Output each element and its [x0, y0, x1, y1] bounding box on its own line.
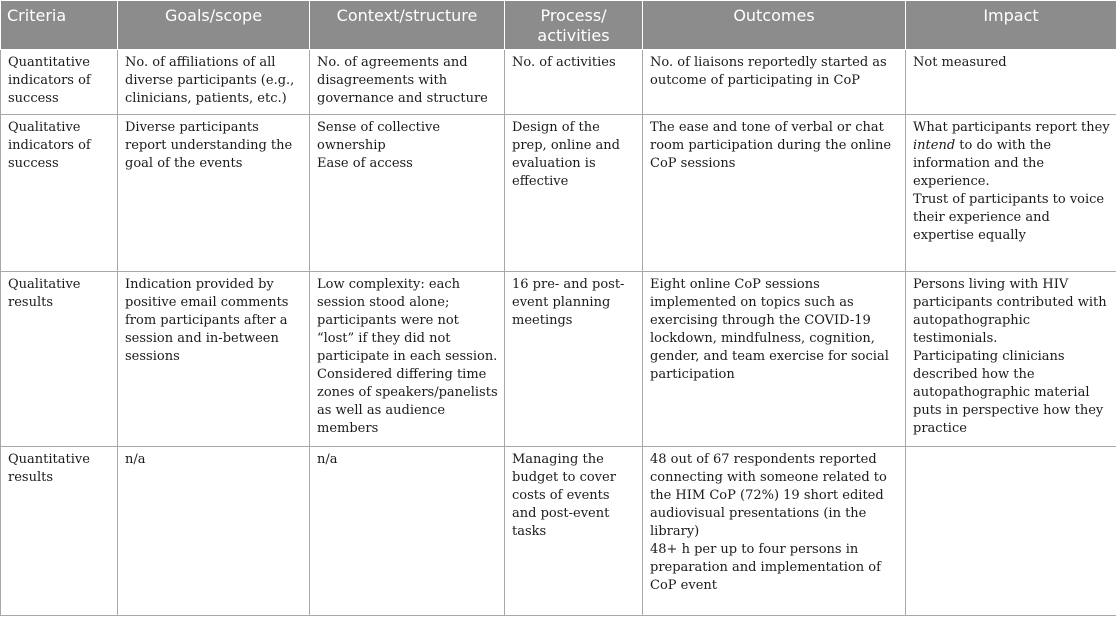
cell-text: Eight online CoP sessions implemented on topics such as exercising through the COVID-19 lockdown, mindfulness, cognition, gender, and team exercise for social participation — [650, 277, 889, 382]
cell-impact — [906, 447, 1116, 616]
cell-text: Not measured — [913, 55, 1007, 70]
cell-text: n/a — [125, 452, 146, 467]
cell-text — [913, 119, 1111, 191]
cell-outcomes — [643, 447, 906, 616]
cell-impact — [906, 272, 1116, 447]
cell-text: Trust of participants to voice their experience and expertise equally — [913, 192, 1105, 243]
header-context-structure: Context/structure — [310, 1, 505, 50]
header-criteria: Criteria — [1, 1, 118, 50]
row-criteria: Qualitative indicators of success — [1, 115, 118, 272]
cell-text: Ease of access — [317, 156, 413, 171]
cell-outcomes — [643, 50, 906, 115]
row-criteria: Quantitative results — [1, 447, 118, 616]
header-process-activities: Process/ activities — [505, 1, 643, 50]
cell-process — [505, 50, 643, 115]
cell-text: 48+ h per up to four persons in preparation and implementation of CoP event — [650, 542, 881, 593]
cell-outcomes — [643, 115, 906, 272]
cell-text-part: to do with the information and the experience. — [913, 138, 1052, 189]
header-row — [1, 1, 1116, 50]
cell-impact — [906, 50, 1116, 115]
cell-text: No. of agreements and disagreements with governance and structure — [317, 55, 488, 106]
cell-outcomes — [643, 272, 906, 447]
cell-context — [310, 115, 505, 272]
table-row — [1, 272, 1116, 447]
cell-text: Design of the prep, online and evaluation is effective — [512, 120, 620, 189]
cell-text: 16 pre- and post-event planning meetings — [512, 277, 625, 328]
cell-impact — [906, 115, 1116, 272]
cell-text: No. of activities — [512, 55, 616, 70]
table-row — [1, 447, 1116, 616]
cell-goals — [118, 272, 310, 447]
cell-text: Indication provided by positive email comments from participants after a session and in-between sessions — [125, 277, 289, 364]
cell-context — [310, 272, 505, 447]
cell-goals — [118, 447, 310, 616]
cell-context — [310, 50, 505, 115]
header-impact: Impact — [906, 1, 1116, 50]
table-row — [1, 50, 1116, 115]
cell-text: 48 out of 67 respondents reported connecting with someone related to the HIM CoP (72%) 19 short edited audiovisual presentations (in the library) — [650, 452, 887, 539]
table-row — [1, 115, 1116, 272]
cell-context — [310, 447, 505, 616]
cell-text: No. of affiliations of all diverse participants (e.g., clinicians, patients, etc.) — [125, 55, 295, 106]
cell-text: Diverse participants report understanding the goal of the events — [125, 120, 293, 171]
cell-text: Persons living with HIV participants contributed with autopathographic testimonials. — [913, 277, 1107, 346]
header-outcomes: Outcomes — [643, 1, 906, 50]
cell-text-part: What participants report they — [913, 120, 1110, 135]
cell-goals — [118, 50, 310, 115]
cell-text-emphasis: intend — [913, 138, 956, 153]
cell-text: Low complexity: each session stood alone; participants were not “lost” if they did not participate in each session. — [317, 277, 498, 364]
cell-text: The ease and tone of verbal or chat room participation during the online CoP sessions — [650, 120, 892, 171]
cell-text: Sense of collective ownership — [317, 120, 441, 153]
cell-process — [505, 115, 643, 272]
cell-text: Managing the budget to cover costs of events and post-event tasks — [512, 452, 616, 539]
header-goals-scope: Goals/scope — [118, 1, 310, 50]
cell-text: Considered differing time zones of speakers/panelists as well as audience members — [317, 367, 498, 436]
cell-process — [505, 272, 643, 447]
row-criteria: Qualitative results — [1, 272, 118, 447]
cell-process — [505, 447, 643, 616]
cell-text: Participating clinicians described how the autopathographic material puts in perspective how they practice — [913, 349, 1104, 436]
cell-text: n/a — [317, 452, 338, 467]
cell-text: No. of liaisons reportedly started as outcome of participating in CoP — [650, 55, 887, 88]
row-criteria: Quantitative indicators of success — [1, 50, 118, 115]
cell-goals — [118, 115, 310, 272]
